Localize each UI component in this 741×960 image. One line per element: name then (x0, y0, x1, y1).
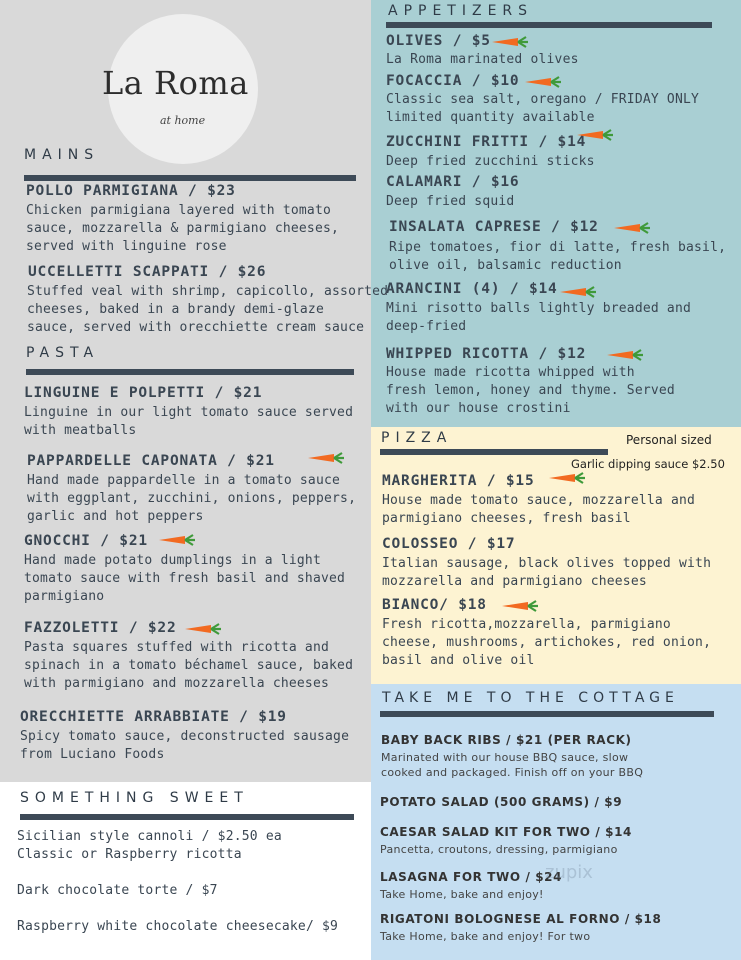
pizza-size-note: Personal sized (626, 433, 712, 447)
menu-item-name: MARGHERITA / $15 (382, 473, 535, 489)
menu-item-desc: Italian sausage, black olives topped with mozzarella and parmigiano cheeses (382, 556, 712, 589)
mains-title: MAINS (24, 147, 100, 163)
menu-item-name: COLOSSEO / $17 (382, 536, 516, 552)
carrot-icon (306, 451, 346, 465)
menu-item-desc: Deep fried zucchini sticks (386, 154, 595, 169)
menu-item-desc: Chicken parmigiana layered with tomato sauce, mozzarella & parmigiano cheeses, served with linguine rose (26, 203, 340, 254)
menu-item-desc: Linguine in our light tomato sauce served with meatballs (24, 405, 354, 438)
menu-item-desc: Pancetta, croutons, dressing, parmigiano (380, 843, 618, 856)
pizza-title: PIZZA (381, 430, 453, 446)
pizza-sauce-note: Garlic dipping sauce $2.50 (571, 457, 725, 471)
menu-item-name: POTATO SALAD (500 GRAMS) / $9 (380, 795, 623, 809)
logo-tagline: at home (160, 114, 206, 127)
carrot-icon (575, 128, 615, 142)
menu-item-desc: Marinated with our house BBQ sauce, slow cooked and packaged. Finish off on your BBQ (381, 751, 644, 779)
mains-divider (24, 175, 356, 181)
appetizers-title: APPETIZERS (388, 3, 534, 19)
menu-item-name: CAESAR SALAD KIT FOR TWO / $14 (380, 825, 632, 839)
menu-item-desc: Stuffed veal with shrimp, capicollo, assorted cheeses, baked in a brandy demi-glaze sauce, served with orecchiette cream sauce (27, 284, 389, 335)
appetizers-divider (386, 22, 712, 28)
menu-item-name: BIANCO/ $18 (382, 597, 487, 613)
menu-item-desc: La Roma marinated olives (386, 52, 579, 67)
logo-name: La Roma (102, 64, 249, 102)
menu-item-name: FOCACCIA / $10 (386, 73, 520, 89)
menu-item-desc: Fresh ricotta,mozzarella, parmigiano cheese, mushrooms, artichokes, red onion, basil and olive oil (382, 617, 712, 668)
menu-item-desc: Hand made pappardelle in a tomato sauce with eggplant, zucchini, onions, peppers, garlic and hot peppers (27, 473, 357, 524)
sweet-title: SOMETHING SWEET (20, 790, 249, 806)
menu-item-name: WHIPPED RICOTTA / $12 (386, 346, 587, 362)
menu-item-name: RIGATONI BOLOGNESE AL FORNO / $18 (380, 912, 662, 926)
menu-item-desc: Deep fried squid (386, 194, 515, 209)
dessert-item: Dark chocolate torte / $7 (17, 883, 218, 898)
pasta-divider (26, 369, 354, 375)
menu-item-name: ORECCHIETTE ARRABBIATE / $19 (20, 709, 287, 725)
menu-item-desc: Mini risotto balls lightly breaded and deep-fried (386, 301, 692, 334)
menu-item-name: LASAGNA FOR TWO / $24 (380, 870, 563, 884)
dessert-item: Sicilian style cannoli / $2.50 ea Classic or Raspberry ricotta (17, 829, 282, 862)
watermark: zupix (545, 862, 593, 883)
menu-item-name: INSALATA CAPRESE / $12 (389, 219, 599, 235)
menu-item-name: BABY BACK RIBS / $21 (PER RACK) (381, 733, 632, 747)
menu-item-name: UCCELLETTI SCAPPATI / $26 (28, 264, 267, 280)
menu-item-name: ZUCCHINI FRITTI / $14 (386, 134, 587, 150)
menu-item-desc: Hand made potato dumplings in a light tomato sauce with fresh basil and shaved parmigiano (24, 553, 346, 604)
carrot-icon (490, 35, 530, 49)
menu-item-desc: House made ricotta whipped with fresh lemon, honey and thyme. Served with our house crostini (386, 365, 675, 416)
pizza-divider (380, 449, 608, 455)
menu-item-name: FAZZOLETTI / $22 (24, 620, 177, 636)
menu-item-name: POLLO PARMIGIANA / $23 (26, 183, 236, 199)
menu-item-name: PAPPARDELLE CAPONATA / $21 (27, 453, 275, 469)
menu-item-name: ARANCINI (4) / $14 (386, 281, 558, 297)
dessert-item: Raspberry white chocolate cheesecake/ $9 (17, 919, 339, 934)
menu-item-desc: House made tomato sauce, mozzarella and parmigiano cheeses, fresh basil (382, 493, 696, 526)
carrot-icon (183, 622, 223, 636)
carrot-icon (500, 599, 540, 613)
menu-item-desc: Ripe tomatoes, fior di latte, fresh basil, olive oil, balsamic reduction (389, 240, 727, 273)
cottage-title: TAKE ME TO THE COTTAGE (382, 690, 679, 706)
menu-item-name: LINGUINE E POLPETTI / $21 (24, 385, 263, 401)
carrot-icon (547, 471, 587, 485)
menu-item-desc: Take Home, bake and enjoy! (380, 888, 544, 901)
menu-item-name: GNOCCHI / $21 (24, 533, 148, 549)
menu-item-name: CALAMARI / $16 (386, 174, 520, 190)
menu-item-name: OLIVES / $5 (386, 33, 491, 49)
pasta-title: PASTA (26, 345, 100, 361)
menu-item-desc: Pasta squares stuffed with ricotta and spinach in a tomato béchamel sauce, baked with parmigiano and mozzarella cheeses (24, 640, 354, 691)
carrot-icon (523, 75, 563, 89)
carrot-icon (605, 348, 645, 362)
carrot-icon (612, 221, 652, 235)
menu-item-desc: Take Home, bake and enjoy! For two (380, 930, 591, 943)
carrot-icon (558, 285, 598, 299)
carrot-icon (157, 533, 197, 547)
menu-item-desc: Spicy tomato sauce, deconstructed sausage from Luciano Foods (20, 729, 350, 762)
cottage-divider (380, 711, 714, 717)
sweet-divider (20, 814, 354, 820)
menu-item-desc: Classic sea salt, oregano / FRIDAY ONLY limited quantity available (386, 92, 700, 125)
